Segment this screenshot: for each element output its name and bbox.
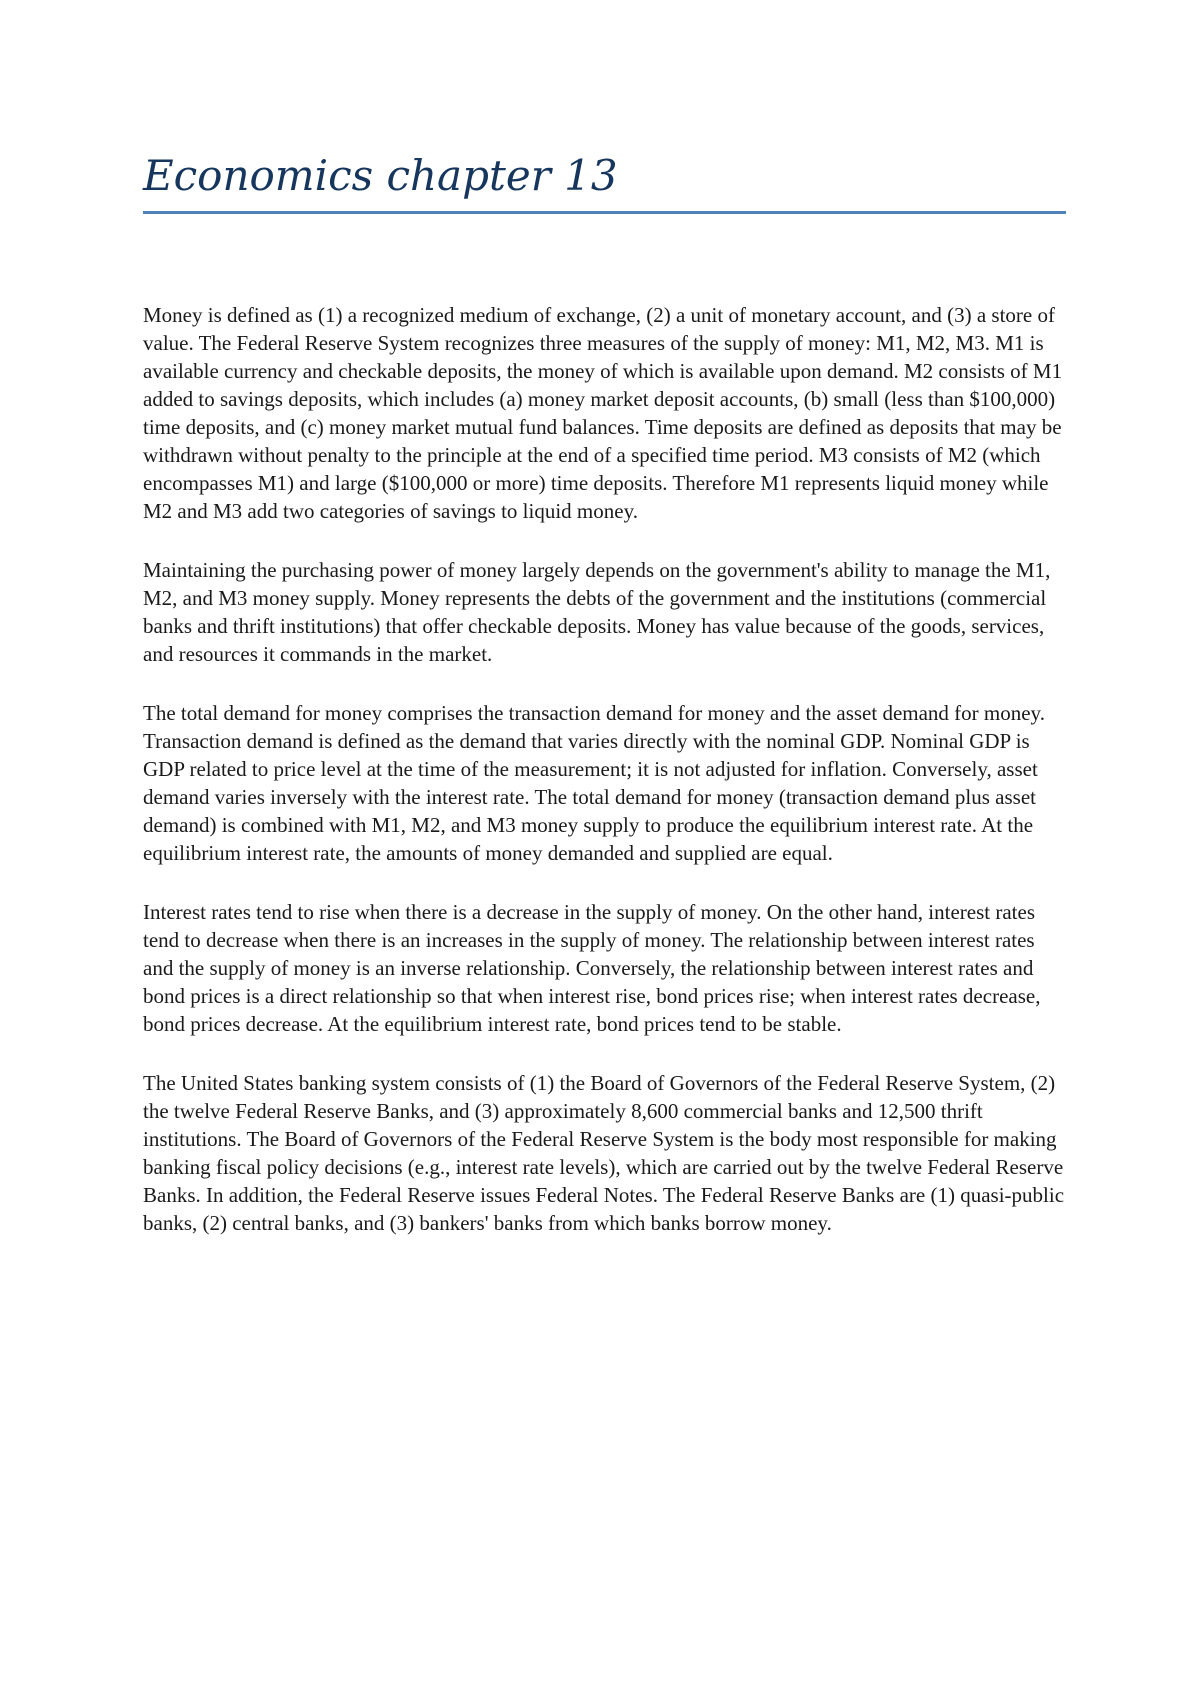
title-underline-rule xyxy=(143,211,1066,214)
document-body xyxy=(143,301,1068,1268)
paragraph-demand-for-money: The total demand for money comprises the transaction demand for money and the asset demand for money. Transaction demand is defined as the demand that varies directly with the nominal GDP. Nominal GDP is GDP related to price level at the time of the measurement; it is not adjusted for inflation. Conversely, asset demand varies inversely with the interest rate. The total demand for money (transaction demand plus asset demand) is combined with M1, M2, and M3 money supply to produce the equilibrium interest rate. At the equilibrium interest rate, the amounts of money demanded and supplied are equal. xyxy=(143,701,1045,865)
paragraph-money-definition: Money is defined as (1) a recognized medium of exchange, (2) a unit of monetary account, and (3) a store of value. The Federal Reserve System recognizes three measures of the supply of money: M1, M2, M3. M1 is available currency and checkable deposits, the money of which is available upon demand. M2 consists of M1 added to savings deposits, which includes (a) money market deposit accounts, (b) small (less than $100,000) time deposits, and (c) money market mutual fund balances. Time deposits are defined as deposits that may be withdrawn without penalty to the principle at the end of a specified time period. M3 consists of M2 (which encompasses M1) and large ($100,000 or more) time deposits. Therefore M1 represents liquid money while M2 and M3 add two categories of savings to liquid money. xyxy=(143,303,1063,523)
paragraph-banking-system: The United States banking system consists of (1) the Board of Governors of the Federal Reserve System, (2) the twelve Federal Reserve Banks, and (3) approximately 8,600 commercial banks and 12,500 thrift institutions. The Board of Governors of the Federal Reserve System is the body most responsible for making banking fiscal policy decisions (e.g., interest rate levels), which are carried out by the twelve Federal Reserve Banks. In addition, the Federal Reserve issues Federal Notes. The Federal Reserve Banks are (1) quasi-public banks, (2) central banks, and (3) bankers' banks from which banks borrow money. xyxy=(143,1071,1065,1235)
document-title: Economics chapter 13 xyxy=(143,151,618,200)
paragraph-purchasing-power: Maintaining the purchasing power of money largely depends on the government's ability to manage the M1, M2, and M3 money supply. Money represents the debts of the government and the institutions (commercial banks and thrift institutions) that offer checkable deposits. Money has value because of the goods, services, and resources it commands in the market. xyxy=(143,558,1051,666)
paragraph-interest-rates: Interest rates tend to rise when there is a decrease in the supply of money. On the other hand, interest rates tend to decrease when there is an increases in the supply of money. The relationship between interest rates and the supply of money is an inverse relationship. Conversely, the relationship between interest rates and bond prices is a direct relationship so that when interest rise, bond prices rise; when interest rates decrease, bond prices decrease. At the equilibrium interest rate, bond prices tend to be stable. xyxy=(143,900,1041,1036)
